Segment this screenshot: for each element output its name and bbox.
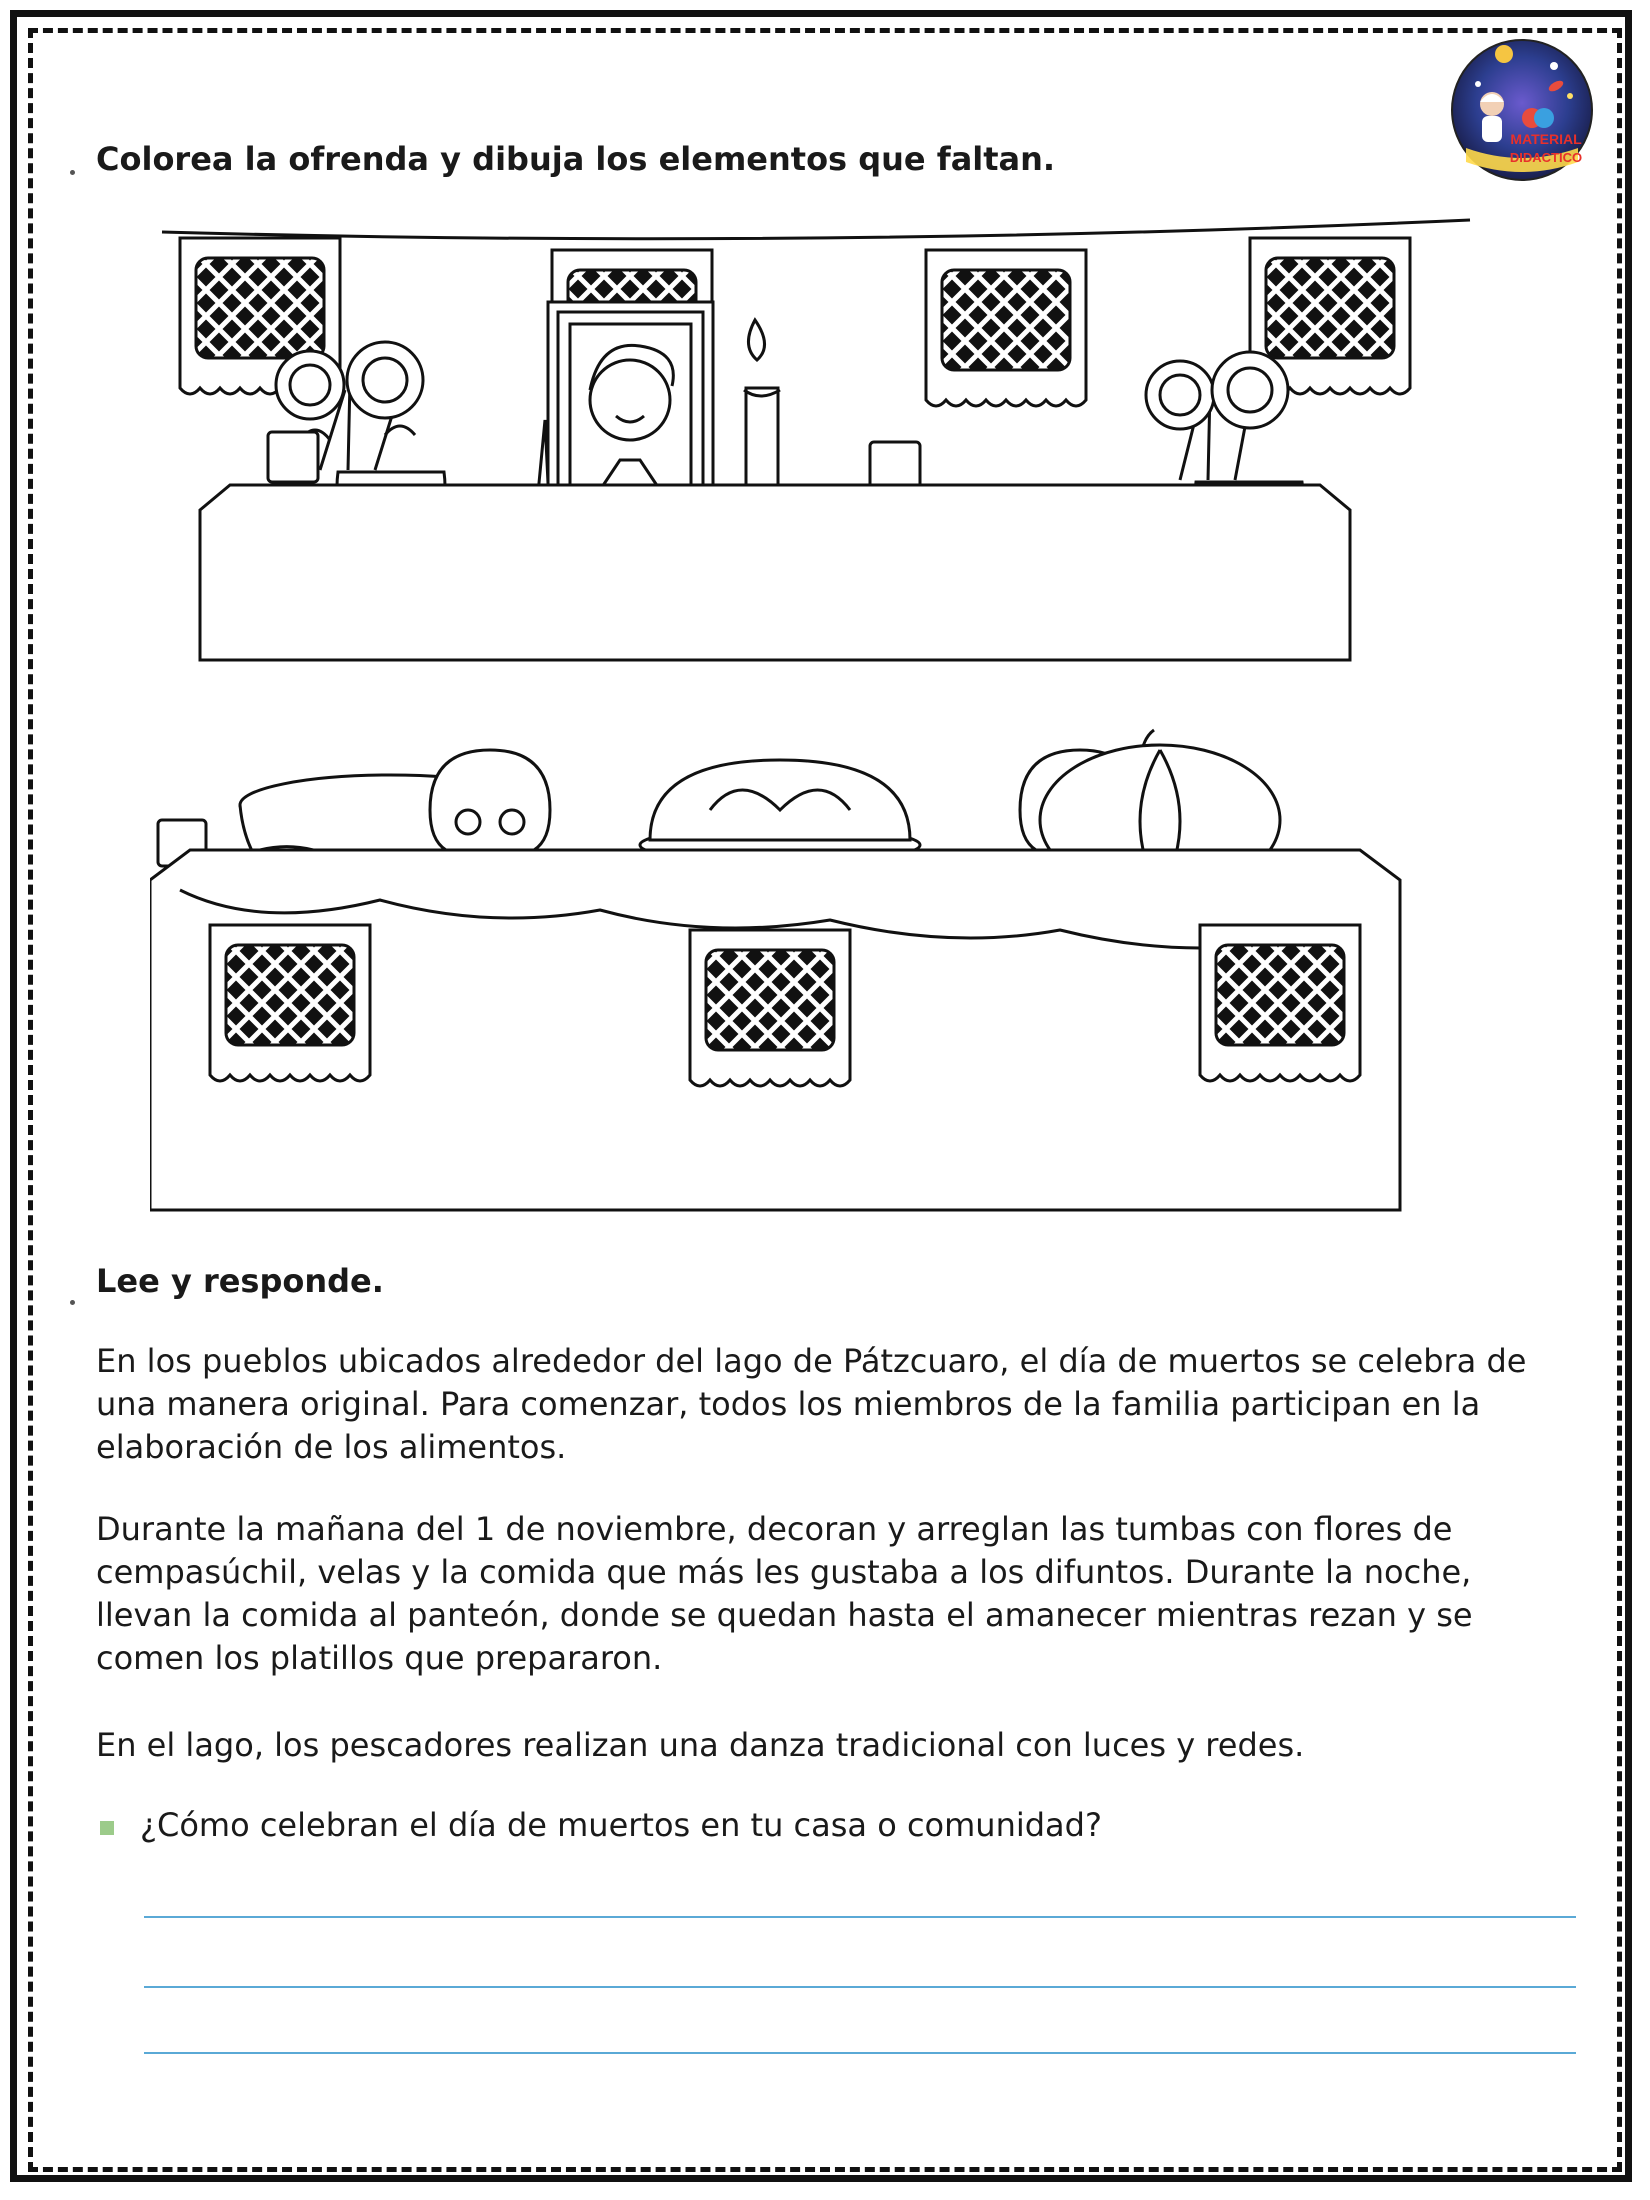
material-didactico-logo — [1448, 36, 1596, 184]
papel-picado-banner — [690, 930, 850, 1086]
reading-paragraph: En el lago, los pescadores realizan una danza tradicional con luces y redes. — [96, 1726, 1305, 1764]
answer-line[interactable] — [144, 1986, 1576, 1988]
garland-string — [162, 220, 1470, 239]
papel-picado-banner — [926, 250, 1086, 406]
answer-line[interactable] — [144, 1916, 1576, 1918]
papel-picado-banner — [210, 925, 370, 1081]
cempasuchil-flowers-right — [1146, 352, 1288, 480]
candle — [744, 320, 780, 488]
instruction-coloring: Colorea la ofrenda y dibuja los elementos que faltan. — [96, 140, 1056, 178]
altar-upper-tier — [200, 485, 1350, 660]
pan-de-muerto — [640, 760, 920, 863]
question-bullet — [100, 1821, 114, 1835]
answer-line[interactable] — [144, 2052, 1576, 2054]
ofrenda-illustration — [150, 210, 1480, 1220]
bullet-dot — [70, 170, 75, 175]
reading-paragraph: En los pueblos ubicados alrededor del lago de Pátzcuaro, el día de muertos se celebra de una manera original. Para comenzar, todos los miembros de la familia participan en la elaboración de los alimentos. — [96, 1342, 1527, 1466]
question-text: ¿Cómo celebran el día de muertos en tu casa o comunidad? — [140, 1806, 1102, 1844]
reading-paragraph: Durante la mañana del 1 de noviembre, decoran y arreglan las tumbas con flores de cempasúchil, velas y la comida que más les gustaba a los difuntos. Durante la noche, llevan la comida al panteón, donde se quedan hasta el amanecer mientras rezan y se comen los platillos que prepararon. — [96, 1510, 1473, 1677]
water-glass — [268, 432, 318, 482]
svg-text:DIDACTICO: DIDACTICO — [1509, 150, 1583, 165]
bullet-dot — [70, 1300, 75, 1305]
papel-picado-banner — [1200, 925, 1360, 1081]
svg-text:MATERIAL: MATERIAL — [1510, 131, 1582, 147]
instruction-read: Lee y responde. — [96, 1262, 384, 1300]
